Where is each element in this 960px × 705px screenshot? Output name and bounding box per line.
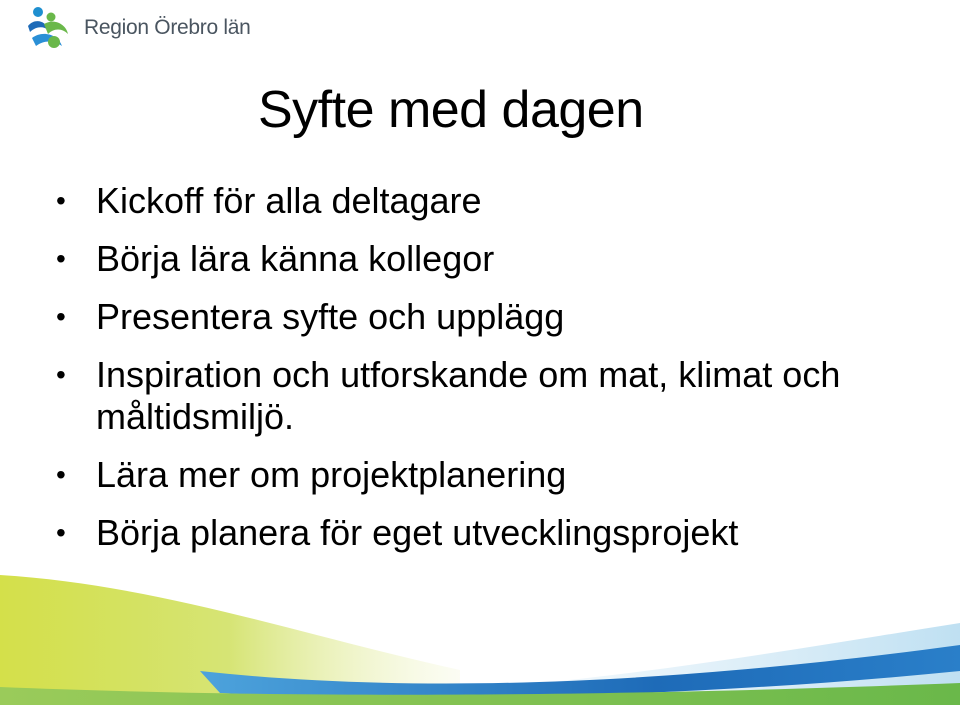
bullet-dot: •: [56, 359, 66, 390]
logo-text: Region Örebro län: [84, 16, 251, 39]
bullet-text: Presentera syfte och upplägg: [96, 296, 565, 337]
bullet-item: [56, 354, 936, 438]
bullet-text: Börja lära känna kollegor: [96, 238, 495, 279]
bullet-item: [56, 454, 936, 496]
bullet-item: [56, 238, 936, 280]
bullet-text: Kickoff för alla deltagare: [96, 180, 482, 221]
logo: [24, 4, 251, 52]
bullet-text: Inspiration och utforskande om mat, klimat och måltidsmiljö.: [96, 354, 841, 437]
bullet-item: [56, 180, 936, 222]
bullet-item: [56, 296, 936, 338]
decorative-wave: [0, 575, 960, 705]
bullet-text: Börja planera för eget utvecklingsprojekt: [96, 512, 739, 553]
bullet-dot: •: [56, 517, 66, 548]
bullet-dot: •: [56, 185, 66, 216]
bullet-list: [56, 180, 936, 570]
bullet-dot: •: [56, 243, 66, 274]
bullet-dot: •: [56, 301, 66, 332]
region-orebro-logo-icon: [24, 4, 76, 52]
bullet-text: Lära mer om projektplanering: [96, 454, 567, 495]
bullet-dot: •: [56, 459, 66, 490]
bullet-item: [56, 512, 936, 554]
slide-title: Syfte med dagen: [258, 81, 644, 139]
